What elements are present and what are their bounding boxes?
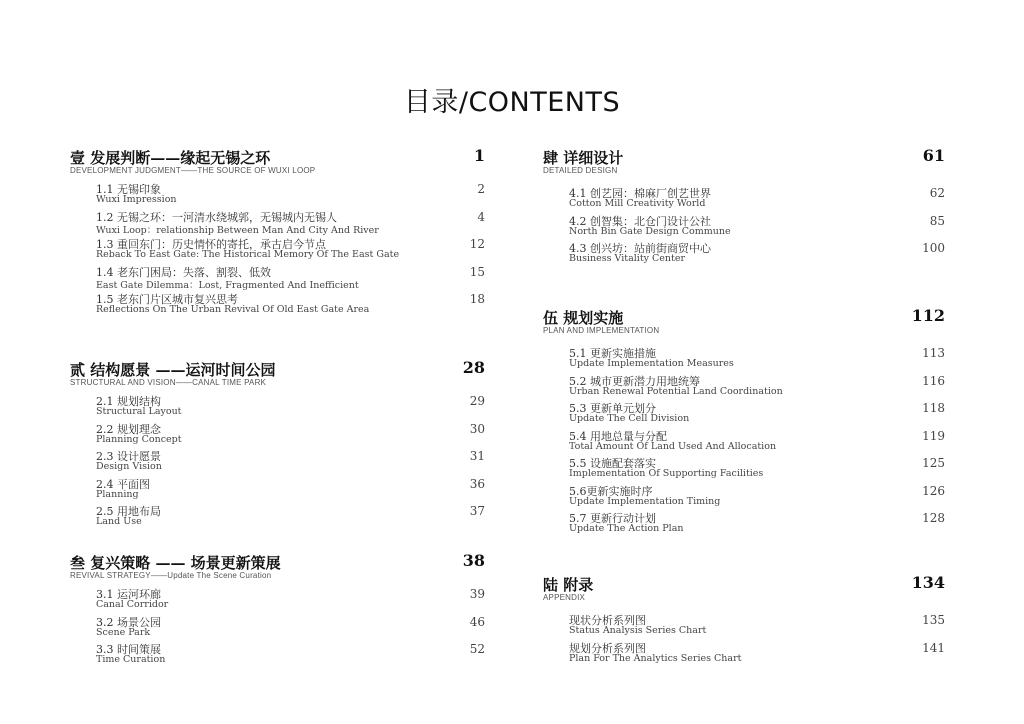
toc-entry[interactable]	[543, 483, 945, 511]
section-subtitle: REVIVAL STRATEGY——Update The Scene Curation	[70, 571, 272, 580]
toc-entry[interactable]	[70, 448, 485, 476]
toc-entry[interactable]	[543, 240, 945, 268]
section-title: 叁 复兴策略 —— 场景更新策展	[70, 554, 281, 572]
entry-title-en: North Bin Gate Design Commune	[569, 225, 731, 237]
entry-title-cn: 1.2 无锡之环：一河清水绕城郭，无锡城内无锡人	[96, 210, 337, 224]
section-header[interactable]	[70, 359, 485, 377]
entry-page-number: 4	[477, 209, 485, 224]
entry-page-number: 128	[922, 511, 945, 525]
entry-title-cn: 4.3 创兴坊：站前街商贸中心	[569, 242, 711, 255]
entry-page-number: 116	[922, 373, 945, 388]
toc-section	[70, 552, 485, 669]
section-header[interactable]	[543, 307, 945, 325]
toc-entry[interactable]	[70, 641, 485, 669]
section-subtitle: DETAILED DESIGN	[543, 166, 618, 175]
section-header[interactable]	[70, 552, 485, 570]
toc-entry[interactable]	[543, 185, 945, 213]
entry-title-cn: 5.3 更新单元划分	[569, 402, 656, 415]
entry-page-number: 12	[469, 237, 485, 251]
section-subtitle: APPENDIX	[543, 593, 586, 602]
entry-title-cn: 1.5 老东门片区城市复兴思考	[96, 293, 238, 306]
section-title: 肆 详细设计	[543, 149, 624, 167]
entry-title-cn: 3.2 场景公园	[96, 615, 161, 629]
entry-title-cn: 2.1 规划结构	[96, 395, 161, 408]
entry-title-en: Planning Concept	[96, 433, 182, 445]
entry-page-number: 15	[469, 264, 485, 279]
entry-title-cn: 现状分析系列图	[569, 614, 646, 627]
entry-page-number: 141	[922, 640, 945, 655]
entry-title-en: Urban Renewal Potential Land Coordination	[569, 385, 783, 397]
entry-title-cn: 2.4 平面图	[96, 477, 150, 491]
entry-title-en: Planning	[96, 488, 139, 500]
entry-title-en: Cotton Mill Creativity World	[569, 198, 706, 209]
entry-page-number: 18	[469, 292, 485, 306]
section-title: 伍 规划实施	[543, 309, 624, 327]
entry-page-number: 46	[469, 614, 485, 629]
section-title: 贰 结构愿景 ——运河时间公园	[70, 361, 276, 379]
toc-entry[interactable]	[70, 291, 485, 319]
entry-page-number: 135	[922, 613, 945, 627]
entry-page-number: 29	[469, 394, 485, 408]
entry-title-en: Implementation Of Supporting Facilities	[569, 468, 764, 479]
section-header[interactable]	[543, 147, 945, 165]
toc-entry[interactable]	[70, 181, 485, 209]
entry-title-en: Wuxi Impression	[96, 194, 177, 205]
toc-entry[interactable]	[543, 510, 945, 538]
page-title: 目录/CONTENTS	[403, 87, 621, 118]
section-subtitle: PLAN AND IMPLEMENTATION	[543, 326, 660, 335]
section-items	[70, 181, 485, 319]
entry-title-en: Update The Cell Division	[569, 413, 690, 424]
entry-page-number: 2	[477, 182, 485, 196]
toc-entry[interactable]	[543, 373, 945, 401]
entry-title-en: Update Implementation Measures	[569, 358, 734, 369]
entry-title-en: Structural Layout	[96, 406, 182, 417]
entry-title-en: Reflections On The Urban Revival Of Old East Gate Area	[96, 304, 370, 315]
toc-entry[interactable]	[70, 209, 485, 237]
entry-page-number: 30	[469, 421, 485, 436]
entry-page-number: 113	[922, 346, 945, 360]
toc-entry[interactable]	[70, 503, 485, 531]
toc-section	[70, 147, 485, 319]
entry-title-en: Canal Corridor	[96, 599, 169, 610]
entry-title-cn: 5.4 用地总量与分配	[569, 429, 667, 443]
entry-title-en: Status Analysis Series Chart	[569, 625, 707, 636]
section-items	[70, 393, 485, 531]
entry-page-number: 62	[929, 186, 945, 200]
section-title: 壹 发展判断——缘起无锡之环	[70, 149, 271, 167]
entry-title-cn: 3.1 运河环廊	[96, 588, 161, 601]
section-page-number: 112	[911, 306, 945, 325]
entry-title-en: Reback To East Gate: The Historical Memory Of The East Gate	[96, 249, 400, 260]
entry-page-number: 36	[469, 476, 485, 491]
section-page-number: 61	[922, 146, 945, 165]
entry-title-en: Land Use	[96, 516, 142, 527]
entry-title-cn: 1.1 无锡印象	[96, 183, 161, 196]
toc-section	[70, 359, 485, 531]
entry-page-number: 100	[922, 241, 945, 255]
entry-title-cn: 2.2 规划理念	[96, 422, 161, 436]
entry-title-cn: 2.3 设计愿景	[96, 450, 161, 463]
toc-entry[interactable]	[543, 400, 945, 428]
entry-title-cn: 5.7 更新行动计划	[569, 512, 656, 525]
section-title: 陆 附录	[543, 576, 594, 594]
toc-section	[543, 574, 945, 667]
entry-page-number: 126	[922, 483, 945, 498]
toc-entry[interactable]	[543, 455, 945, 483]
entry-page-number: 39	[469, 587, 485, 601]
section-header[interactable]	[70, 147, 485, 165]
entry-title-cn: 1.4 老东门困局：失落、割裂、低效	[96, 265, 271, 279]
toc-entry[interactable]	[543, 612, 945, 640]
entry-page-number: 125	[922, 456, 945, 470]
section-items	[70, 586, 485, 669]
entry-title-cn: 5.1 更新实施措施	[569, 347, 656, 360]
toc-entry[interactable]	[70, 393, 485, 421]
entry-title-cn: 1.3 重回东门：历史情怀的寄托，承古启今节点	[96, 238, 326, 251]
entry-title-en: Total Amount Of Land Used And Allocation	[569, 440, 777, 452]
section-page-number: 28	[462, 358, 485, 377]
section-items	[543, 185, 945, 268]
toc-entry[interactable]	[70, 236, 485, 264]
toc-entry[interactable]	[543, 640, 945, 668]
entry-title-en: Scene Park	[96, 626, 151, 638]
section-items	[543, 345, 945, 538]
entry-title-en: Plan For The Analytics Series Chart	[569, 652, 742, 664]
toc-entry[interactable]	[70, 476, 485, 504]
entry-title-cn: 5.2 城市更新潜力用地统筹	[569, 374, 700, 388]
entry-title-cn: 2.5 用地布局	[96, 505, 161, 518]
entry-title-cn: 规划分析系列图	[569, 641, 646, 655]
entry-title-cn: 4.1 创艺园：棉麻厂创艺世界	[569, 187, 711, 200]
entry-page-number: 37	[469, 504, 485, 518]
entry-page-number: 85	[929, 213, 945, 228]
entry-title-en: Business Vitality Center	[569, 253, 686, 264]
entry-page-number: 119	[922, 428, 945, 443]
section-subtitle: DEVELOPMENT JUDGMENT——THE SOURCE OF WUXI LOOP	[70, 166, 316, 175]
section-page-number: 134	[911, 573, 945, 592]
toc-section	[543, 307, 945, 538]
entry-title-en: Update Implementation Timing	[569, 495, 721, 507]
entry-title-cn: 5.6更新实施时序	[569, 484, 653, 498]
section-header[interactable]	[543, 574, 945, 592]
section-items	[543, 612, 945, 667]
section-page-number: 38	[462, 551, 485, 570]
section-subtitle: STRUCTURAL AND VISION——CANAL TIME PARK	[70, 378, 267, 387]
toc-section	[543, 147, 945, 268]
entry-page-number: 118	[922, 401, 945, 415]
toc-entry[interactable]	[543, 345, 945, 373]
entry-page-number: 52	[469, 642, 485, 656]
entry-title-en: Wuxi Loop：relationship Between Man And City And River	[96, 224, 379, 236]
toc-entry[interactable]	[70, 586, 485, 614]
entry-title-cn: 3.3 时间策展	[96, 643, 161, 656]
entry-title-en: Time Curation	[96, 654, 166, 665]
toc-entry[interactable]	[70, 264, 485, 292]
toc-entry[interactable]	[543, 213, 945, 241]
entry-title-en: Design Vision	[96, 461, 162, 472]
section-page-number: 1	[473, 146, 485, 165]
entry-page-number: 31	[469, 449, 485, 463]
entry-title-en: Update The Action Plan	[569, 523, 684, 534]
toc-entry[interactable]	[543, 428, 945, 456]
toc-entry[interactable]	[70, 421, 485, 449]
entry-title-en: East Gate Dilemma：Lost, Fragmented And Inefficient	[96, 279, 359, 291]
entry-title-cn: 5.5 设施配套落实	[569, 457, 656, 470]
entry-title-cn: 4.2 创智集：北仓门设计公社	[569, 214, 711, 228]
toc-entry[interactable]	[70, 614, 485, 642]
